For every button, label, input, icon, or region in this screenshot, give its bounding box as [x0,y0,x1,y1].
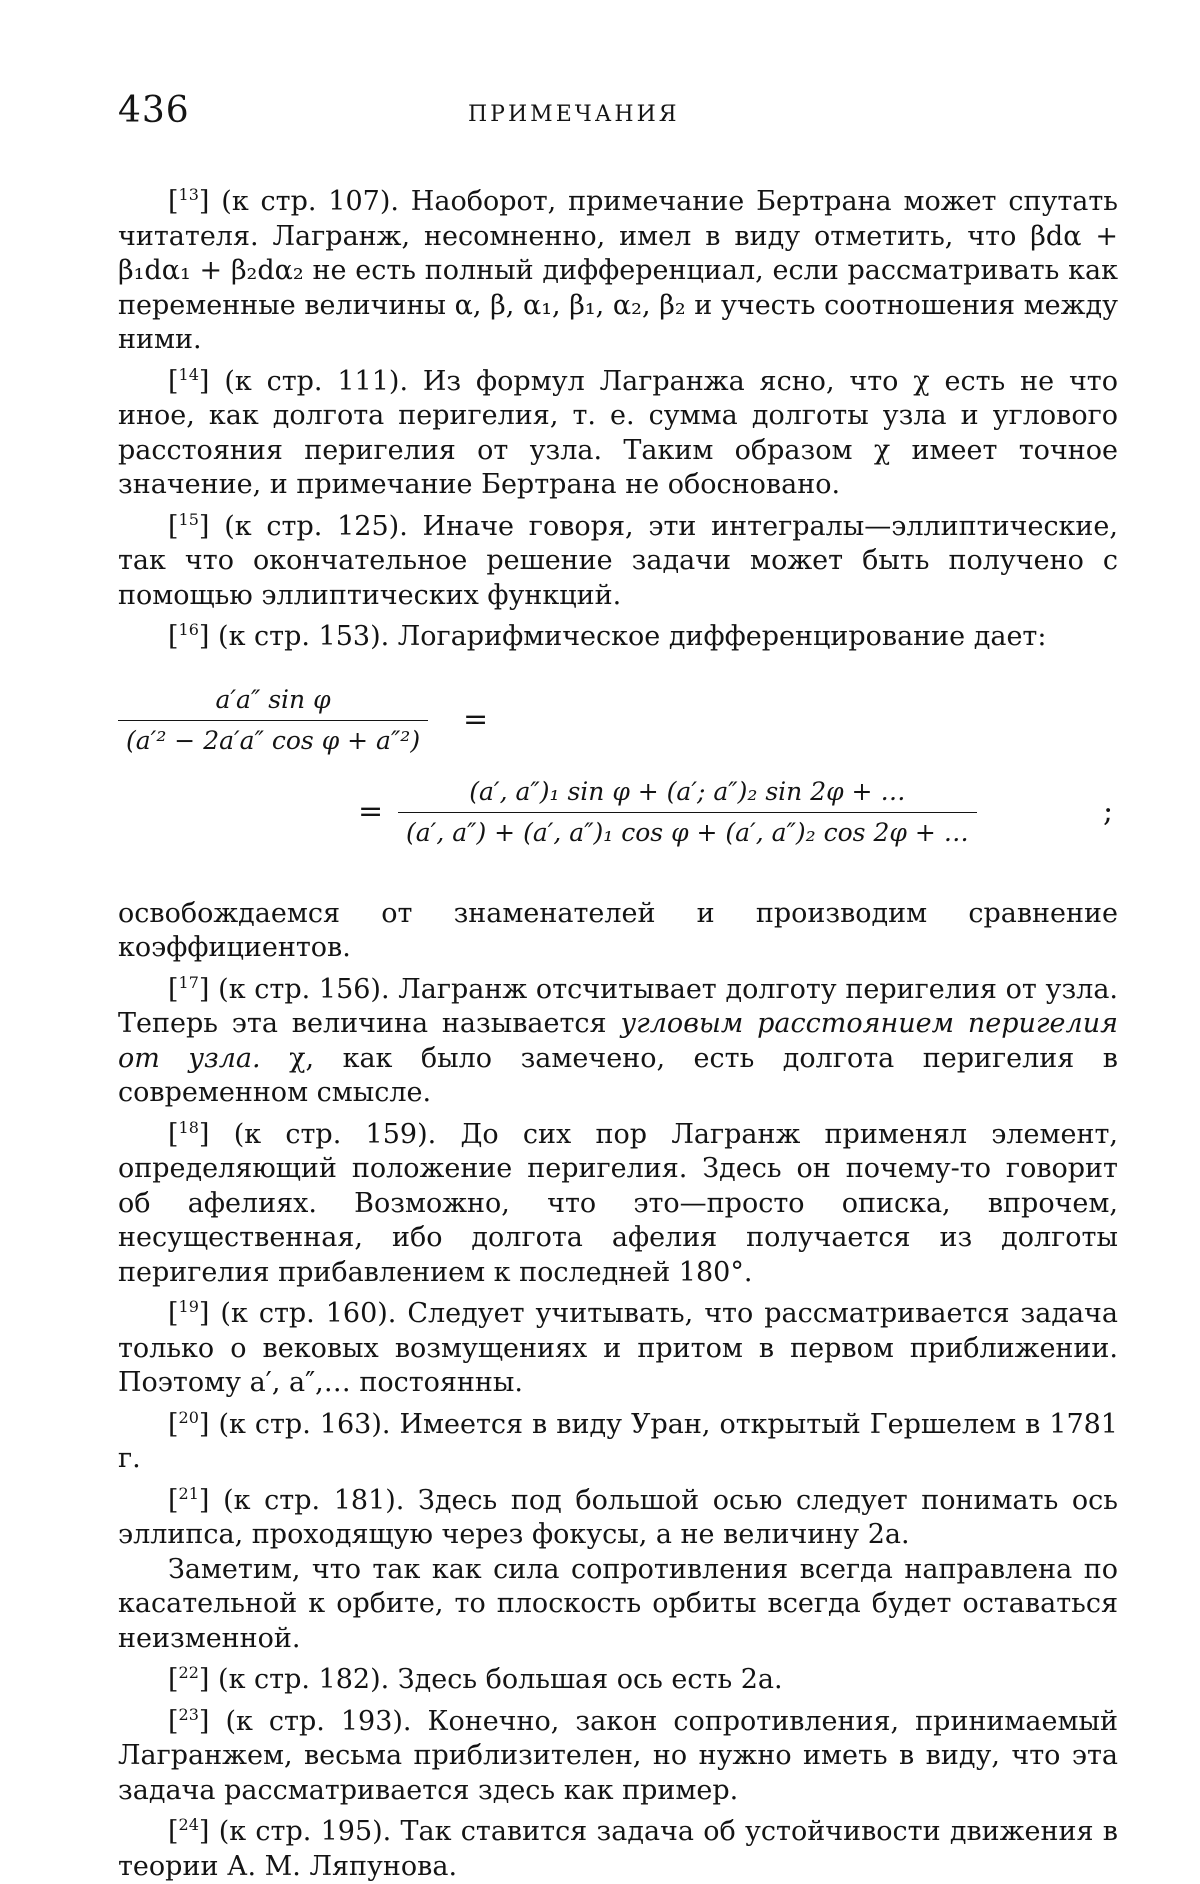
note-mark: 21 [178,1483,199,1503]
note-mark: 22 [178,1663,199,1682]
page-number: 436 [118,90,190,131]
note-21-paragraph: Заметим, что так как сила сопротивления всегда направлена по касательной к орбите, то плоскость орбиты всегда будет оставаться неизменной. [118,1553,1118,1654]
rhs-fraction [398,775,977,851]
note-17: [$^{17}$] (к стр. 156). Лагранж отсчитывает долготу перигелия от узла. Теперь эта величина называется угловым расстоянием перигелия от узла. χ, как было замечено, есть долгота перигелия в современном смысле. [118,972,1118,1108]
note-14: [$^{14}$] (к стр. 111). Из формул Лагранжа ясно, что χ есть не что иное, как долгота перигелия, т. е. сумма долготы узла и углового расстояния перигелия от узла. Таким образом χ имеет точное значение, и примечание Бертрана не обосновано. [118,364,1118,500]
note-text: (к стр. 193). Конечно, закон сопротивления, принимаемый Лагранжем, весьма приблизителен, но нужно иметь в виду, что эта задача рассматривается здесь как пример. [118,1705,1118,1806]
note-mark: 20 [178,1407,199,1427]
note-19: [$^{19}$] (к стр. 160). Следует учитывать, что рассматривается задача только о вековых возмущениях и притом в первом приближении. Поэтому a′, a″,… постоянны. [118,1297,1118,1398]
rhs-numerator: (a′, a″)₁ sin φ + (a′; a″)₂ sin 2φ + … [469,776,906,806]
page-header [118,90,1118,150]
note-16-continuation: освобождаемся от знаменателей и производим сравнение коэффициентов. [118,897,1118,963]
note-text: (к стр. 156). Лагранж отсчитывает долготу перигелия от узла. Теперь эта величина называется [118,973,1118,1039]
note-text: (к стр. 111). Из формул Лагранжа ясно, что χ есть не что иное, как долгота перигелия, т. е. сумма долготы узла и углового расстояния перигелия от узла. Таким образом χ имеет точное значение, и примечание Бертрана не обосновано. [118,365,1118,500]
lhs-numerator: a′a″ sin φ [215,684,331,714]
note-mark: 16 [178,620,199,639]
note-text: (к стр. 160). Следует учитывать, что рассматривается задача только о вековых возмущениях и притом в первом приближении. Поэтому a′, a″,… постоянны. [118,1298,1118,1398]
note-mark: 19 [178,1297,199,1316]
note-text: (к стр. 153). Логарифмическое дифференцирование дает: [209,621,1047,652]
note-text: (к стр. 163). Имеется в виду Уран, открытый Гершелем в 1781 г. [118,1408,1118,1474]
note-text: (к стр. 125). Иначе говоря, эти интегралы—эллиптические, так что окончательное решение задачи может быть получено с помощью эллиптических функций. [118,510,1118,611]
note-15: [$^{15}$] (к стр. 125). Иначе говоря, эти интегралы—эллиптические, так что окончательное решение задачи может быть получено с помощью эллиптических функций. [118,509,1118,611]
note-mark: 24 [178,1815,199,1834]
equals-sign-1: = [463,701,489,737]
note-text: (к стр. 107). Наоборот, примечание Бертрана может спутать читателя. Лагранж, несомненно, имел в виду отметить, что βdα + β₁dα₁ + β₂dα₂ не есть полный дифференциал, если рассматривать как переменные величины α, β, α₁, β₁, α₂, β₂ и учесть соотношения между ними. [118,186,1118,355]
note-mark: 18 [178,1117,199,1137]
running-head: ПРИМЕЧАНИЯ [468,102,680,127]
note-20: [$^{20}$] (к стр. 163). Имеется в виду Уран, открытый Гершелем в 1781 г. [118,1407,1118,1474]
formula-semicolon: ; [1103,793,1114,829]
lhs-fraction [118,683,428,759]
notes-body [118,178,1118,1884]
note-text: χ, как было замечено, есть долгота перигелия в современном смысле. [118,1042,1118,1108]
note-mark: 14 [178,364,199,384]
note-text: (к стр. 195). Так ставится задача об устойчивости движения в теории А. М. Ляпунова. [118,1816,1118,1882]
note-mark: 23 [178,1704,199,1724]
note-13: [$^{13}$] (к стр. 107). Наоборот, примечание Бертрана может спутать читателя. Лагранж, несомненно, имел в виду отметить, что βdα + β₁dα₁ + β₂dα₂ не есть полный дифференциал, если рассматривать как переменные величины α, β, α₁, β₁, α₂, β₂ и учесть соотношения между ними. [118,185,1118,355]
equals-sign-2: = [358,793,384,829]
note-mark: 15 [178,509,199,529]
note-22: [$^{22}$] (к стр. 182). Здесь большая ось есть 2a. [168,1663,783,1695]
note-24: [$^{24}$] (к стр. 195). Так ставится задача об устойчивости движения в теории А. М. Ляпунова. [118,1815,1118,1882]
note-23: [$^{23}$] (к стр. 193). Конечно, закон сопротивления, принимаемый Лагранжем, весьма приблизителен, но нужно иметь в виду, что эта задача рассматривается здесь как пример. [118,1704,1118,1806]
note-18: [$^{18}$] (к стр. 159). До сих пор Лагранж применял элемент, определяющий положение перигелия. Здесь он почему-то говорит об афелиях. Возможно, что это—просто описка, впрочем, несущественная, ибо долгота афелия получается из долготы перигелия прибавлением к последней 180°. [118,1117,1118,1288]
note-emphasis: угловым расстоянием перигелия от узла. [118,1008,1118,1074]
note-text: (к стр. 182). Здесь большая ось есть 2a. [209,1664,783,1695]
note-21: [$^{21}$] (к стр. 181). Здесь под большой осью следует понимать ось эллипса, проходящую через фокусы, а не величину 2a. [118,1483,1118,1550]
note-text: (к стр. 181). Здесь под большой осью следует понимать ось эллипса, проходящую через фокусы, а не величину 2a. [118,1484,1118,1550]
lhs-denominator: (a′² − 2a′a″ cos φ + a″²) [118,720,428,759]
display-formula [118,683,1118,883]
note-mark: 17 [178,972,199,992]
note-text: (к стр. 159). До сих пор Лагранж применял элемент, определяющий положение перигелия. Здесь он почему-то говорит об афелиях. Возможно, что это—просто описка, впрочем, несущественная, ибо долгота афелия получается из долготы перигелия прибавлением к последней 180°. [118,1118,1118,1288]
note-16: [$^{16}$] (к стр. 153). Логарифмическое дифференцирование дает: [168,620,1047,652]
rhs-denominator: (a′, a″) + (a′, a″)₁ cos φ + (a′, a″)₂ cos 2φ + … [398,812,977,851]
note-mark: 13 [178,185,199,204]
